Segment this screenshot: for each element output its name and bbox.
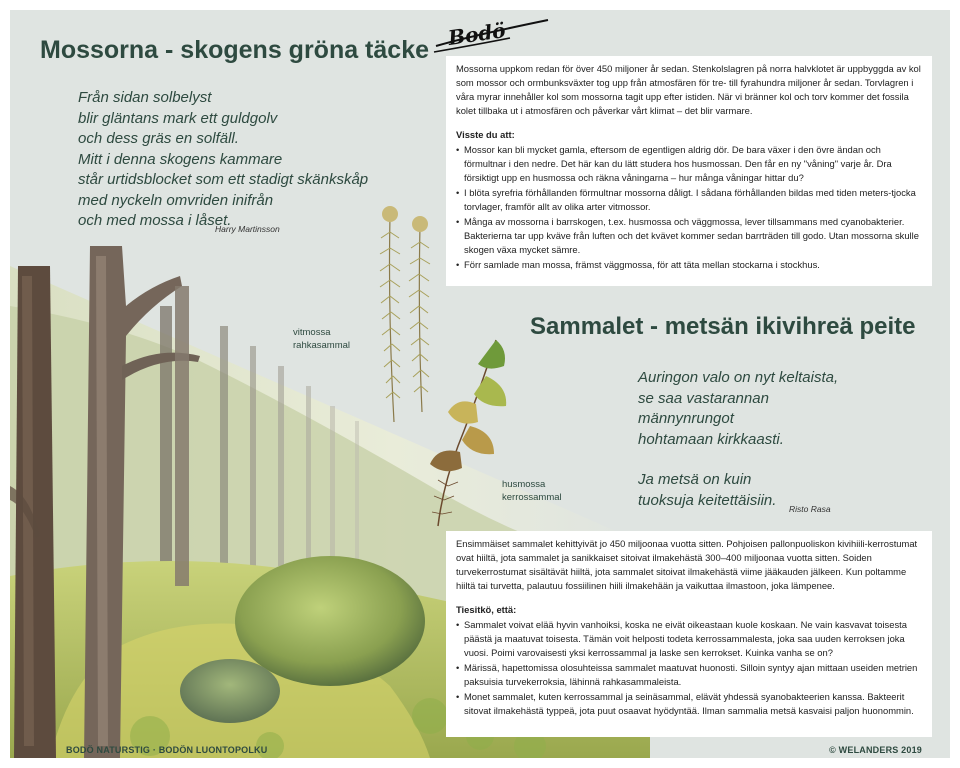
list-item: • I blöta syrefria förhållanden förmultnar mossorna dåligt. I sådana förhållanden bildas med tiden meters-tjocka torvlager, framför allt av olika arter vitmossor. <box>456 186 922 214</box>
list-item: • Monet sammalet, kuten kerrossammal ja seinäsammal, elävät yhdessä syanobakteerien kanssa. Bakteerit sitovat ilmakehästä typpeä, jota puut osaavat hyödyntää. Ilman sammalia metsä kasvaisi paljon huonommin. <box>456 690 922 718</box>
list-item: • Förr samlade man mossa, främst väggmossa, för att täta mellan stockarna i stockhus. <box>456 258 922 272</box>
list-item: • Många av mossorna i barrskogen, t.ex. husmossa och väggmossa, lever tillsammans med cyanobakterier. Bakterierna tar upp kväve från luften och det kvävet kommer sedan barrträden till godo. Utan mossorna skulle skogen växa mycket sämre. <box>456 215 922 257</box>
sphagnum-label <box>293 326 350 352</box>
poem-line: tuoksuja keitettäisiin. <box>638 491 777 509</box>
footer-copyright: © WELANDERS 2019 <box>829 745 922 755</box>
plant-name-swedish: husmossa <box>502 479 546 490</box>
poem-line: Auringon valo on nyt keltaista, <box>638 369 839 386</box>
bodo-logo <box>430 16 550 60</box>
finnish-info-card <box>446 531 932 737</box>
poem-line: männynrungot <box>638 410 734 427</box>
poem-line: och dess gräs en solfäll. <box>78 130 239 147</box>
plant-name-finnish: kerrossammal <box>502 492 562 503</box>
finnish-facts-list <box>456 618 922 718</box>
nature-trail-sign <box>10 10 950 758</box>
swedish-poem <box>78 88 368 232</box>
finnish-intro-text: Ensimmäiset sammalet kehittyivät jo 450 miljoonaa vuotta sitten. Pohjoisen pallonpuoliskon kivihiili-kerrostumat ovat hiiltä, jota sammalet ja sanikkaiset sitoivat ilmakehästä 300–400 miljoonaa vuotta sitten. Soiden turvekerrostumat sisältävät hiiltä, jota sammalet sitoivat ilmakehästä viime jääkauden jälkeen. Kun poltamme hiiltä tai turvetta, palautuu fossiilinen hiili ilmakehään ja vaikuttaa ilmastoon, joka lämpenee. <box>456 538 918 591</box>
swedish-poem-author: Harry Martinsson <box>215 224 280 234</box>
hylocomium-label <box>502 478 562 504</box>
poem-line: hohtamaan kirkkaasti. <box>638 430 784 448</box>
logo-text: Bodö <box>446 18 507 50</box>
poem-line: med nyckeln omvriden inifrån <box>78 191 274 209</box>
poem-line: står urtidsblocket som ett stadigt skänkskåp <box>78 171 369 188</box>
plant-name-swedish: vitmossa <box>293 327 331 338</box>
poem-stanza-break <box>638 450 838 470</box>
footer-trail-name: BODÖ NATURSTIG · BODÖN LUONTOPOLKU <box>66 745 268 755</box>
poem-line: se saa vastarannan <box>638 389 769 407</box>
poem-line: och med mossa i låset. <box>78 212 232 229</box>
list-item: • Märissä, hapettomissa olosuhteissa sammalet maatuvat huonosti. Silloin syntyy ajan mittaan useiden metrien paksuisia turvekerroksia, lähinnä rahkasammaleista. <box>456 661 922 689</box>
swedish-facts-heading: Visste du att: <box>456 129 515 140</box>
finnish-poem-author: Risto Rasa <box>789 504 831 514</box>
finnish-poem <box>638 368 838 511</box>
swedish-facts-list <box>456 143 922 272</box>
swedish-info-card <box>446 56 932 286</box>
plant-name-finnish: rahkasammal <box>293 340 351 351</box>
poem-line: Mitt i denna skogens kammare <box>78 150 283 168</box>
poem-line: Från sidan solbelyst <box>78 89 212 106</box>
poem-line: Ja metsä on kuin <box>638 471 752 488</box>
list-item: • Mossor kan bli mycket gamla, eftersom de egentligen aldrig dör. De bara växer i den övre ändan och förmultnar i den nedre. Det här kan du lätt studera hos husmossan. Den får en ny "våning" varje år. Dra försiktigt upp en husmossa och räkna våningarna – hur många våningar hittar du? <box>456 143 922 185</box>
swedish-title: Mossorna - skogens gröna täcke <box>40 36 430 64</box>
poem-line: blir gläntans mark ett guldgolv <box>78 109 278 127</box>
finnish-facts-heading: Tiesitkö, että: <box>456 604 517 615</box>
list-item: • Sammalet voivat elää hyvin vanhoiksi, koska ne eivät oikeastaan kuole koskaan. Ne vain kasvavat toisesta päästä ja maatuvat toisesta. Tämän voit helposti todeta kerrossammalesta, joka saa uuden kerroksen joka vuosi. Poimi varovaisesti yksi kerrossammal ja laske sen kerrokset. Kuinka vanha se on? <box>456 618 922 660</box>
swedish-intro-text: Mossorna uppkom redan för över 450 miljoner år sedan. Stenkolslagren på norra halvklotet är uppbyggda av kol som mossor och ormbunksväxter tog upp från atmosfären för tre- till fyrahundra miljoner år sedan. Torvlagren i våra myrar innehåller kol som mossorna tagit upp efter istiden. När vi bränner kol och torv kommer det fossila kolet tillbaka ut i atmosfären och påverkar vårt klimat – det blir varmare. <box>456 63 921 116</box>
finnish-title: Sammalet - metsän ikivihreä peite <box>530 313 916 340</box>
